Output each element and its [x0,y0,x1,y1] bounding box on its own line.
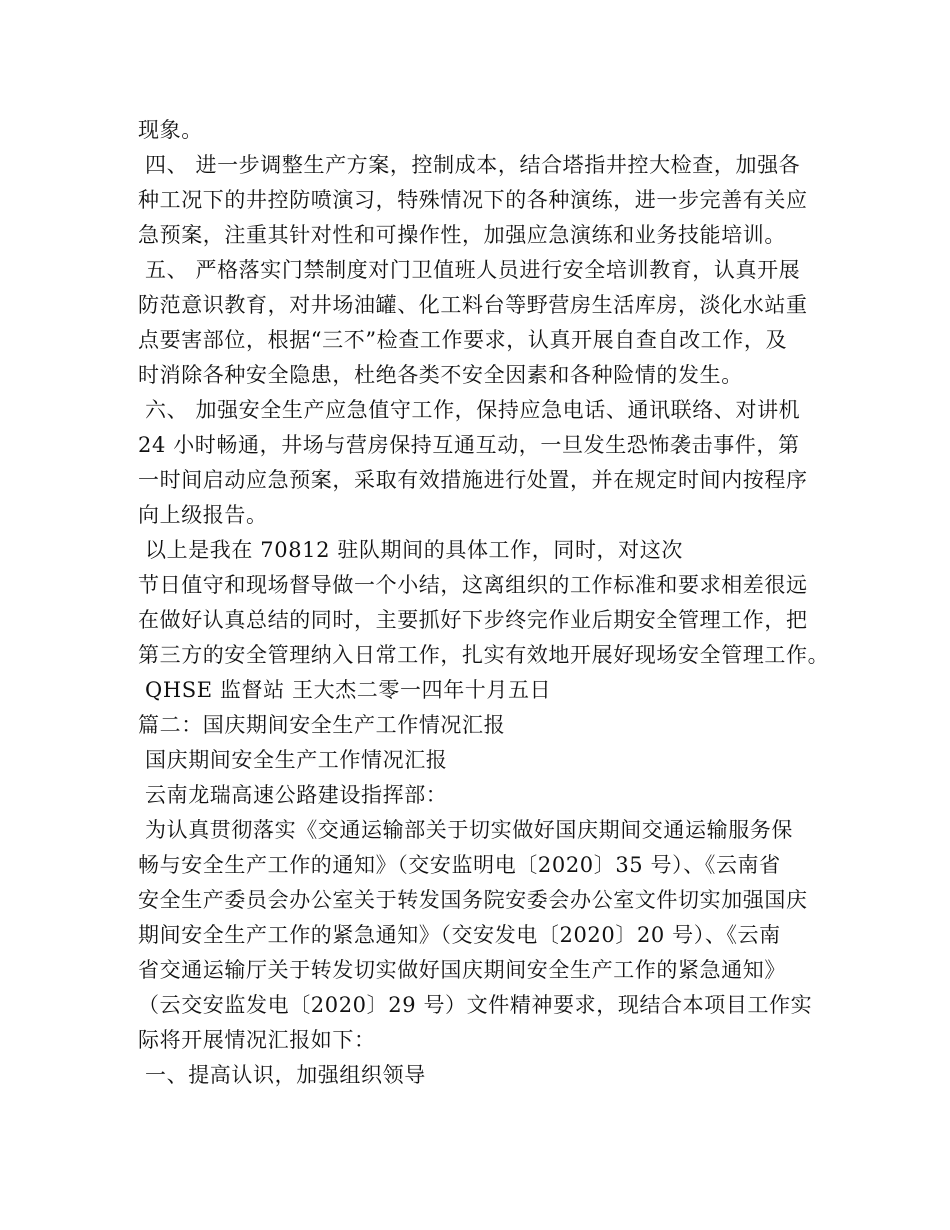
text-line: 防范意识教育，对井场油罐、化工料台等野营房生活库房，淡化水站重 [138,293,808,317]
text-line: 一时间启动应急预案，采取有效措施进行处置，并在规定时间内按程序 [138,468,808,492]
text-line: 种工况下的井控防喷演习，特殊情况下的各种演练，进一步完善有关应 [138,188,808,212]
addressee-line: 云南龙瑞高速公路建设指挥部： [145,783,448,807]
document-title: 国庆期间安全生产工作情况汇报 [145,748,448,772]
text-line: 在做好认真总结的同时，主要抓好下步终完作业后期安全管理工作，把 [138,608,808,632]
text-line: 点要害部位，根据“三不”检查工作要求，认真开展自查自改工作，及 [138,328,788,352]
text-line: 安全生产委员会办公室关于转发国务院安委会办公室文件切实加强国庆 [138,888,808,912]
text-line: 五、 严格落实门禁制度对门卫值班人员进行安全培训教育，认真开展 [145,258,801,282]
text-line: 现象。 [138,118,203,142]
text-line: 期间安全生产工作的紧急通知》（交安发电〔2020〕20 号）、《云南 [138,923,781,947]
text-line: 24 小时畅通，井场与营房保持互通互动，一旦发生恐怖袭击事件，第 [138,433,800,457]
subsection-heading: 一、提高认识，加强组织领导 [145,1063,426,1087]
text-line: 际将开展情况汇报如下： [138,1028,376,1052]
text-line: 四、 进一步调整生产方案，控制成本，结合塔指井控大检查，加强各 [145,153,801,177]
text-line: 以上是我在 70812 驻队期间的具体工作，同时，对这次 [145,538,683,562]
text-line: 节日值守和现场督导做一个小结，这离组织的工作标准和要求相差很远 [138,573,808,597]
text-line: 时消除各种安全隐患，杜绝各类不安全因素和各种险情的发生。 [138,363,743,387]
text-line: 第三方的安全管理纳入日常工作，扎实有效地开展好现场安全管理工作。 [138,643,830,667]
text-line: 向上级报告。 [138,503,268,527]
section-heading: 篇二：国庆期间安全生产工作情况汇报 [138,713,506,737]
text-line: 畅与安全生产工作的通知》（交安监明电〔2020〕35 号）、《云南省 [138,853,781,877]
text-line: 六、 加强安全生产应急值守工作，保持应急电话、通讯联络、对讲机 [145,398,801,422]
text-line: 为认真贯彻落实《交通运输部关于切实做好国庆期间交通运输服务保 [145,818,793,842]
signature-line: QHSE 监督站 王大杰二零一四年十月五日 [145,678,552,702]
text-line: 急预案，注重其针对性和可操作性，加强应急演练和业务技能培训。 [138,223,786,247]
text-line: （云交安监发电〔2020〕29 号）文件精神要求，现结合本项目工作实 [138,993,813,1017]
text-line: 省交通运输厅关于转发切实做好国庆期间安全生产工作的紧急通知》 [138,958,786,982]
